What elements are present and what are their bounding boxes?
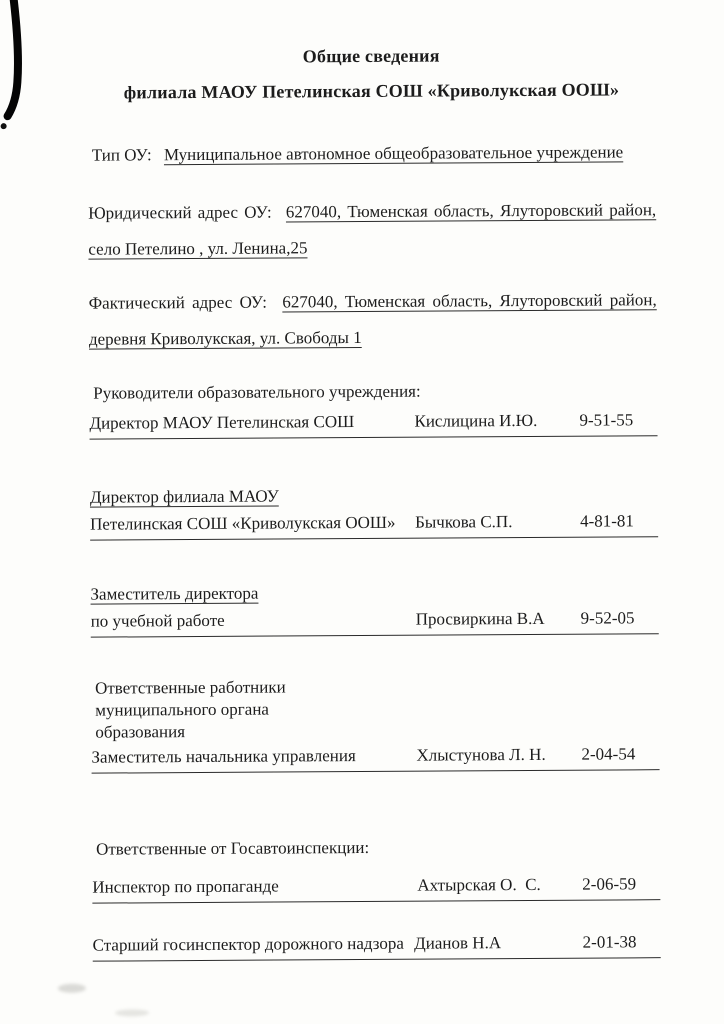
document-title-line2: филиала МАОУ Петелинская СОШ «Криволукская ООШ»: [123, 79, 620, 103]
deputy-director-name: Просвиркина В.А: [415, 608, 545, 629]
table-row-gai-inspector: [92, 872, 660, 903]
table-row-municipal-deputy: [91, 742, 659, 773]
actual-address-line1: [89, 282, 657, 321]
branch-director-phone: 4-81-81: [580, 511, 634, 531]
field-institution-type-label: Тип ОУ:: [91, 145, 152, 165]
legal-address-line2: [88, 228, 656, 267]
deputy-director-phone: 9-52-05: [580, 608, 635, 628]
field-institution-type-value: Муниципальное автономное общеобразовательное учреждение: [163, 142, 624, 165]
table-row-deputy-director: [90, 577, 658, 637]
branch-director-row-line2: [90, 509, 658, 540]
municipal-deputy-name: Хлыстунова Л. Н.: [416, 744, 546, 765]
field-institution-type: [88, 142, 656, 165]
gai-senior-inspector-position-text: Старший госинспектор дорожного надзора: [92, 933, 404, 955]
branch-director-position-line1: [90, 480, 658, 511]
field-legal-address: [88, 192, 656, 267]
document-title-line1: Общие сведения: [302, 45, 440, 67]
actual-address-line2: [89, 318, 657, 357]
deputy-director-position-line2: по учебной работе: [90, 610, 225, 631]
table-row-director: [89, 408, 657, 439]
legal-address-value-line1: 627040, Тюменская область, Ялуторовский район,: [285, 200, 657, 222]
gai-inspector-position: Инспектор по пропаганде: [92, 876, 279, 897]
municipal-heading-line2: муниципального органа: [95, 699, 270, 720]
gai-senior-inspector-phone: 2-01-38: [582, 932, 637, 952]
gai-section-heading: Ответственные от Госавтоинспекции:: [95, 837, 370, 859]
branch-director-name: Бычкова С.П.: [415, 512, 513, 532]
leaders-section-heading: Руководители образовательного учреждения:: [93, 381, 421, 403]
legal-address-line1: [88, 192, 656, 231]
deputy-director-position-line1: [90, 577, 658, 608]
municipal-deputy-position: Заместитель начальника управления: [91, 746, 356, 767]
gai-senior-inspector-position: [93, 931, 583, 958]
director-position: Директор МАОУ Петелинская СОШ: [89, 412, 355, 433]
field-actual-address: [89, 282, 657, 357]
gai-inspector-name: Ахтырская О. С.: [417, 874, 541, 895]
director-name: Кислицина И.Ю.: [414, 410, 538, 431]
actual-address-label: Фактический адрес ОУ:: [88, 292, 268, 313]
actual-address-value-line2: деревня Криволукская, ул. Свободы 1: [88, 327, 362, 349]
actual-address-value-line1: 627040, Тюменская область, Ялуторовский район,: [282, 290, 657, 312]
legal-address-label: Юридический адрес ОУ:: [88, 202, 272, 223]
legal-address-value-line2: село Петелино , ул. Ленина,25: [88, 238, 308, 259]
gai-senior-inspector-name: Дианов Н.А: [414, 933, 502, 953]
table-row-gai-senior-inspector: [93, 930, 661, 961]
table-row-branch-director: [90, 480, 658, 540]
director-phone: 9-51-55: [579, 410, 634, 430]
municipal-section-heading: [91, 674, 659, 743]
scan-artifact-smudge-2: [115, 1009, 149, 1016]
branch-director-position-line1-text: Директор филиала МАОУ: [89, 486, 279, 507]
scan-artifact-smudge-1: [58, 984, 86, 993]
branch-director-position-line2: Петелинская СОШ «Криволукская ООШ»: [90, 512, 396, 534]
deputy-director-row-line2: [91, 606, 659, 637]
municipal-deputy-phone: 2-04-54: [581, 744, 636, 764]
municipal-heading-line1: Ответственные работники: [95, 677, 286, 698]
gai-inspector-phone: 2-06-59: [582, 874, 637, 894]
deputy-director-position-line1-text: Заместитель директора: [90, 583, 259, 604]
municipal-heading-line3: образования: [95, 722, 186, 742]
